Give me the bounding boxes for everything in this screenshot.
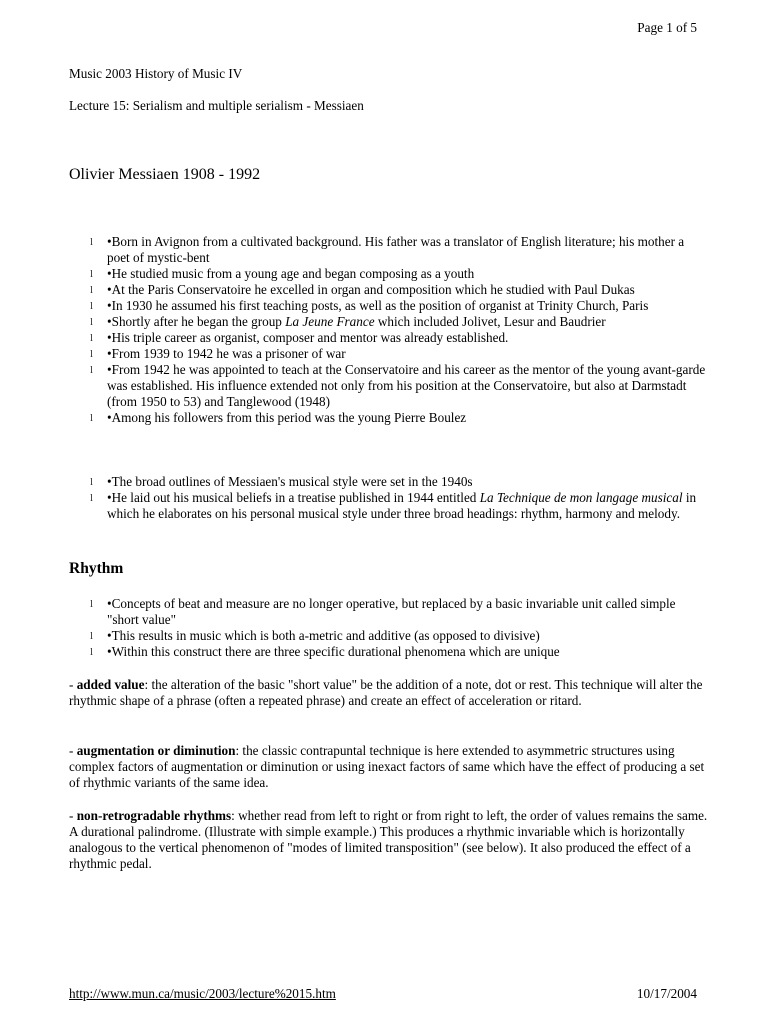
list-item	[90, 282, 710, 298]
bullet-marker: l	[90, 348, 94, 360]
term-bold: augmentation or diminution	[76, 743, 236, 758]
non-retrogradable-paragraph	[69, 808, 709, 872]
list-item	[90, 628, 710, 644]
bullet-marker: l	[90, 364, 94, 376]
list-item-text: •From 1939 to 1942 he was a prisoner of war	[107, 346, 346, 361]
list-item-text: •Among his followers from this period was the young Pierre Boulez	[107, 410, 467, 425]
bullet-marker: l	[90, 284, 94, 296]
list-item	[90, 298, 710, 314]
list-item-text: which included Jolivet, Lesur and Baudrier	[374, 314, 606, 329]
added-value-paragraph	[69, 677, 709, 709]
paragraph-prefix: -	[69, 677, 77, 692]
rhythm-heading: Rhythm	[69, 560, 124, 577]
list-item-text: •The broad outlines of Messiaen's musical style were set in the 1940s	[107, 474, 473, 489]
bullet-marker: l	[90, 316, 94, 328]
paragraph-prefix: -	[69, 743, 77, 758]
bullet-marker: l	[90, 492, 94, 504]
italic-title: La Technique de mon langage musical	[479, 490, 683, 505]
list-item-text: •Within this construct there are three specific durational phenomena which are unique	[107, 644, 560, 659]
list-item	[90, 410, 710, 426]
rhythm-list	[90, 596, 710, 660]
paragraph-text: : whether read from left to right or from right to left, the order of values remains the same. A durational palindrome. (Illustrate with simple example.) This produces a rhythmic invariable which is horizontally analogous to the vertical phenomenon of "modes of limited transposition" (see below). It also produced the effect of a rhythmic pedal.	[69, 808, 708, 871]
term-bold: non-retrogradable rhythms	[76, 808, 232, 823]
list-item	[90, 644, 710, 660]
bullet-marker: l	[90, 598, 94, 610]
bullet-marker: l	[90, 268, 94, 280]
style-list	[90, 474, 710, 522]
bullet-marker: l	[90, 646, 94, 658]
list-item-text: •He studied music from a young age and began composing as a youth	[107, 266, 475, 281]
term-bold: added value	[76, 677, 145, 692]
list-item-text: •Shortly after he began the group	[107, 314, 286, 329]
list-item-text: •Concepts of beat and measure are no longer operative, but replaced by a basic invariable unit called simple "short value"	[107, 596, 676, 627]
list-item	[90, 490, 710, 522]
list-item	[90, 314, 710, 330]
list-item	[90, 234, 710, 266]
list-item-text: •At the Paris Conservatoire he excelled in organ and composition which he studied with Paul Dukas	[107, 282, 635, 297]
list-item	[90, 330, 710, 346]
list-item-text: •In 1930 he assumed his first teaching posts, as well as the position of organist at Trinity Church, Paris	[107, 298, 649, 313]
course-title: Music 2003 History of Music IV	[69, 66, 243, 81]
list-item-text: •He laid out his musical beliefs in a treatise published in 1944 entitled	[107, 490, 480, 505]
italic-title: La Jeune France	[285, 314, 375, 329]
augmentation-paragraph	[69, 743, 709, 791]
list-item-text: •His triple career as organist, composer and mentor was already established.	[107, 330, 509, 345]
list-item-text: •From 1942 he was appointed to teach at the Conservatoire and his career as the mentor of the young avant-garde was established. His influence extended not only from his position at the Conservatoire, but also at Darmstadt (from 1950 to 53) and Tanglewood (1948)	[107, 362, 706, 409]
paragraph-text: : the classic contrapuntal technique is here extended to asymmetric structures using complex factors of augmentation or diminution or using inexact factors of same which have the effect of producing a set of rhythmic variants of the same idea.	[69, 743, 705, 790]
list-item	[90, 474, 710, 490]
bullet-marker: l	[90, 476, 94, 488]
list-item	[90, 266, 710, 282]
bullet-marker: l	[90, 412, 94, 424]
bullet-marker: l	[90, 332, 94, 344]
list-item	[90, 346, 710, 362]
bullet-marker: l	[90, 300, 94, 312]
page-number: Page 1 of 5	[637, 20, 697, 35]
list-item-text: •Born in Avignon from a cultivated background. His father was a translator of English literature; his mother a poet of mystic-bent	[107, 234, 685, 265]
paragraph-prefix: -	[69, 808, 77, 823]
footer-date: 10/17/2004	[636, 986, 697, 1001]
footer-url-link[interactable]: http://www.mun.ca/music/2003/lecture%2015.htm	[69, 986, 336, 1001]
lecture-title: Lecture 15: Serialism and multiple serialism - Messiaen	[69, 98, 364, 113]
paragraph-text: : the alteration of the basic "short value" be the addition of a note, dot or rest. This technique will alter the rhythmic shape of a phrase (often a repeated phrase) and create an effect of acceleration or ritard.	[69, 677, 703, 708]
bullet-marker: l	[90, 236, 94, 248]
biography-list	[90, 234, 710, 426]
list-item-text: in which he elaborates on his personal musical style under three broad headings: rhythm, harmony and melody.	[107, 490, 697, 521]
page-heading: Olivier Messiaen 1908 - 1992	[69, 166, 261, 183]
bullet-marker: l	[90, 630, 94, 642]
list-item	[90, 596, 710, 628]
list-item	[90, 362, 710, 410]
list-item-text: •This results in music which is both a-metric and additive (as opposed to divisive)	[107, 628, 540, 643]
